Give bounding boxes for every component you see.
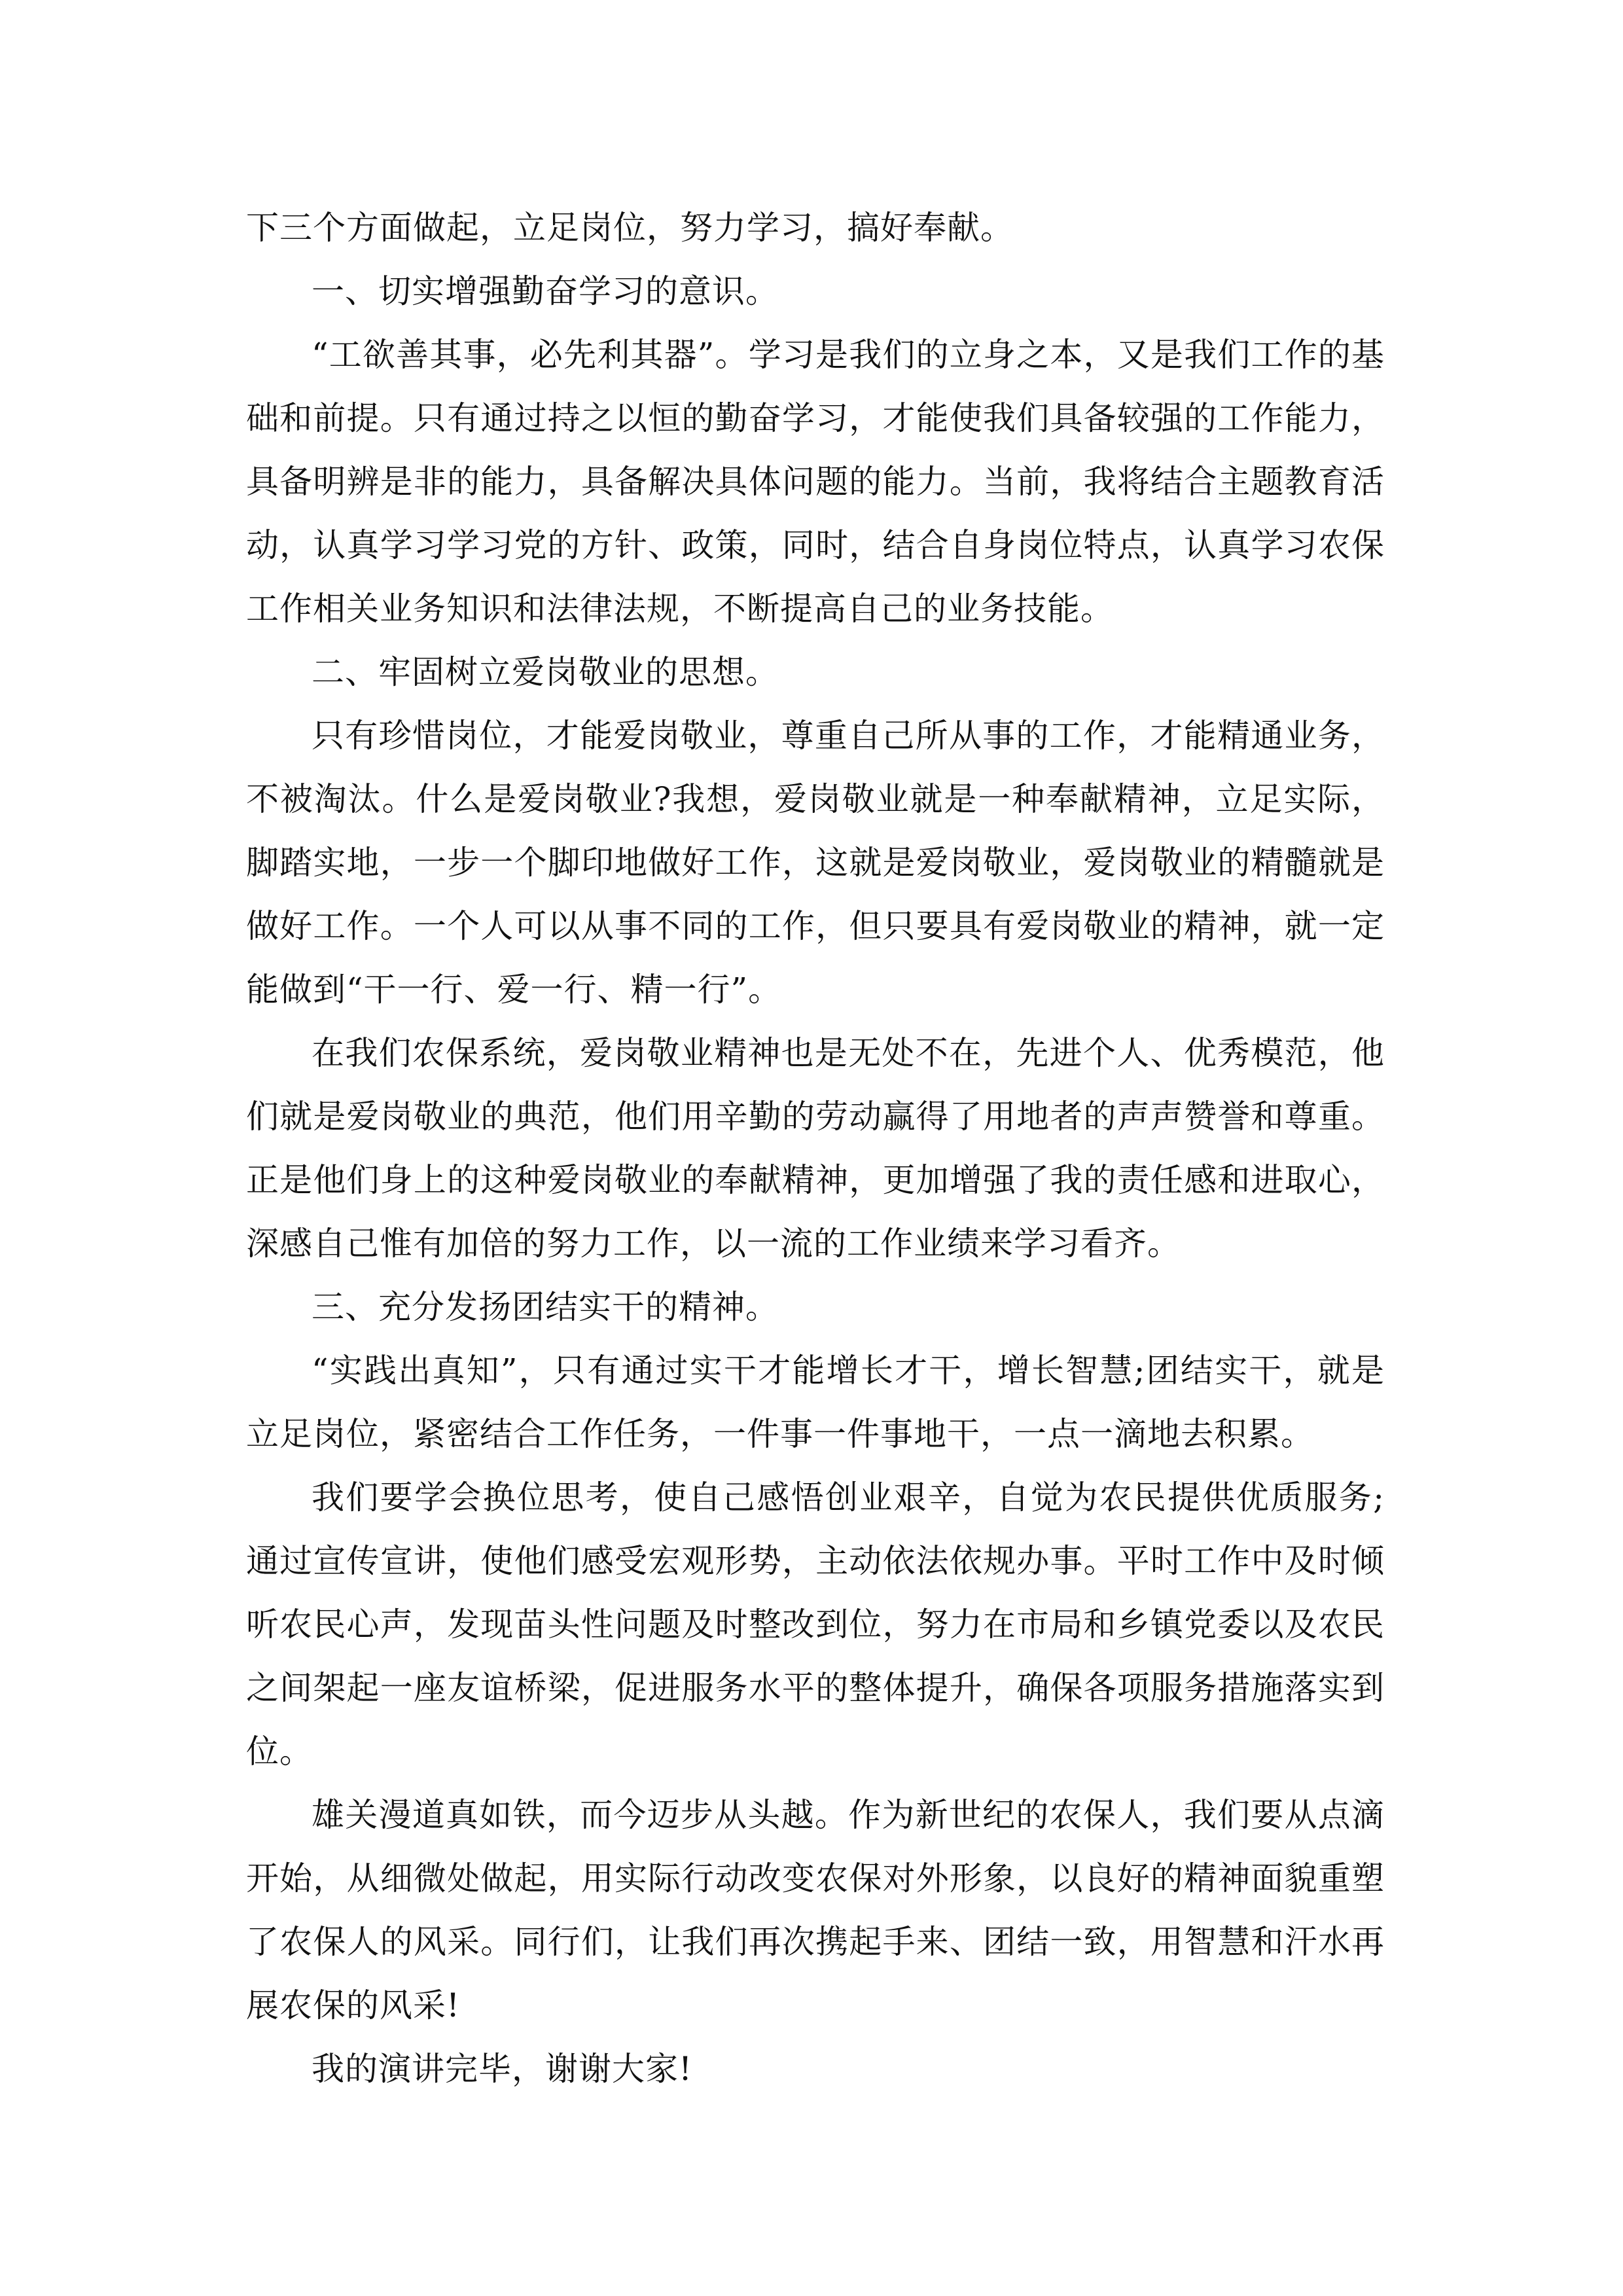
closing-line: 我的演讲完毕，谢谢大家! [312, 2050, 693, 2088]
paragraph-continuation: 下三个方面做起，立足岗位，努力学习，搞好奉献。 [246, 209, 1014, 247]
paragraph: 雄关漫道真如铁，而今迈步从头越。作为新世纪的农保人，我们要从点滴开始，从细微处做起，用实际行动改变农保对外形象，以良好的精神面貌重塑了农保人的风采。同行们，让我们再次携起手来、团结一致，用智慧和汗水再展农保的风采! [246, 1796, 1385, 2024]
paragraph: “实践出真知”，只有通过实干才能增长才干，增长智慧;团结实干，就是立足岗位，紧密结合工作任务，一件事一件事地干，一点一滴地去积累。 [246, 1352, 1385, 1453]
section-heading-1: 一、切实增强勤奋学习的意识。 [312, 272, 779, 310]
paragraph: 只有珍惜岗位，才能爱岗敬业，尊重自己所从事的工作，才能精通业务，不被淘汰。什么是爱岗敬业?我想，爱岗敬业就是一种奉献精神，立足实际，脚踏实地，一步一个脚印地做好工作，这就是爱岗敬业，爱岗敬业的精髓就是做好工作。一个人可以从事不同的工作，但只要具有爱岗敬业的精神，就一定能做到“干一行、爱一行、精一行”。 [246, 717, 1385, 1009]
paragraph: 在我们农保系统，爱岗敬业精神也是无处不在，先进个人、优秀模范，他们就是爱岗敬业的典范，他们用辛勤的劳动赢得了用地者的声声赞誉和尊重。正是他们身上的这种爱岗敬业的奉献精神，更加增强了我的责任感和进取心，深感自己惟有加倍的努力工作，以一流的工作业绩来学习看齐。 [246, 1034, 1385, 1263]
section-heading-2: 二、牢固树立爱岗敬业的思想。 [312, 653, 779, 691]
paragraph: 我们要学会换位思考，使自己感悟创业艰辛，自觉为农民提供优质服务;通过宣传宣讲，使他们感受宏观形势，主动依法依规办事。平时工作中及时倾听农民心声，发现苗头性问题及时整改到位，努力在市局和乡镇党委以及农民之间架起一座友谊桥梁，促进服务水平的整体提升，确保各项服务措施落实到位。 [246, 1479, 1385, 1770]
document-body [246, 196, 1385, 2101]
paragraph: “工欲善其事，必先利其器”。学习是我们的立身之本，又是我们工作的基础和前提。只有通过持之以恒的勤奋学习，才能使我们具备较强的工作能力，具备明辨是非的能力，具备解决具体问题的能力。当前，我将结合主题教育活动，认真学习学习党的方针、政策，同时，结合自身岗位特点，认真学习农保工作相关业务知识和法律法规，不断提高自己的业务技能。 [246, 336, 1385, 628]
section-heading-3: 三、充分发扬团结实干的精神。 [312, 1288, 779, 1326]
